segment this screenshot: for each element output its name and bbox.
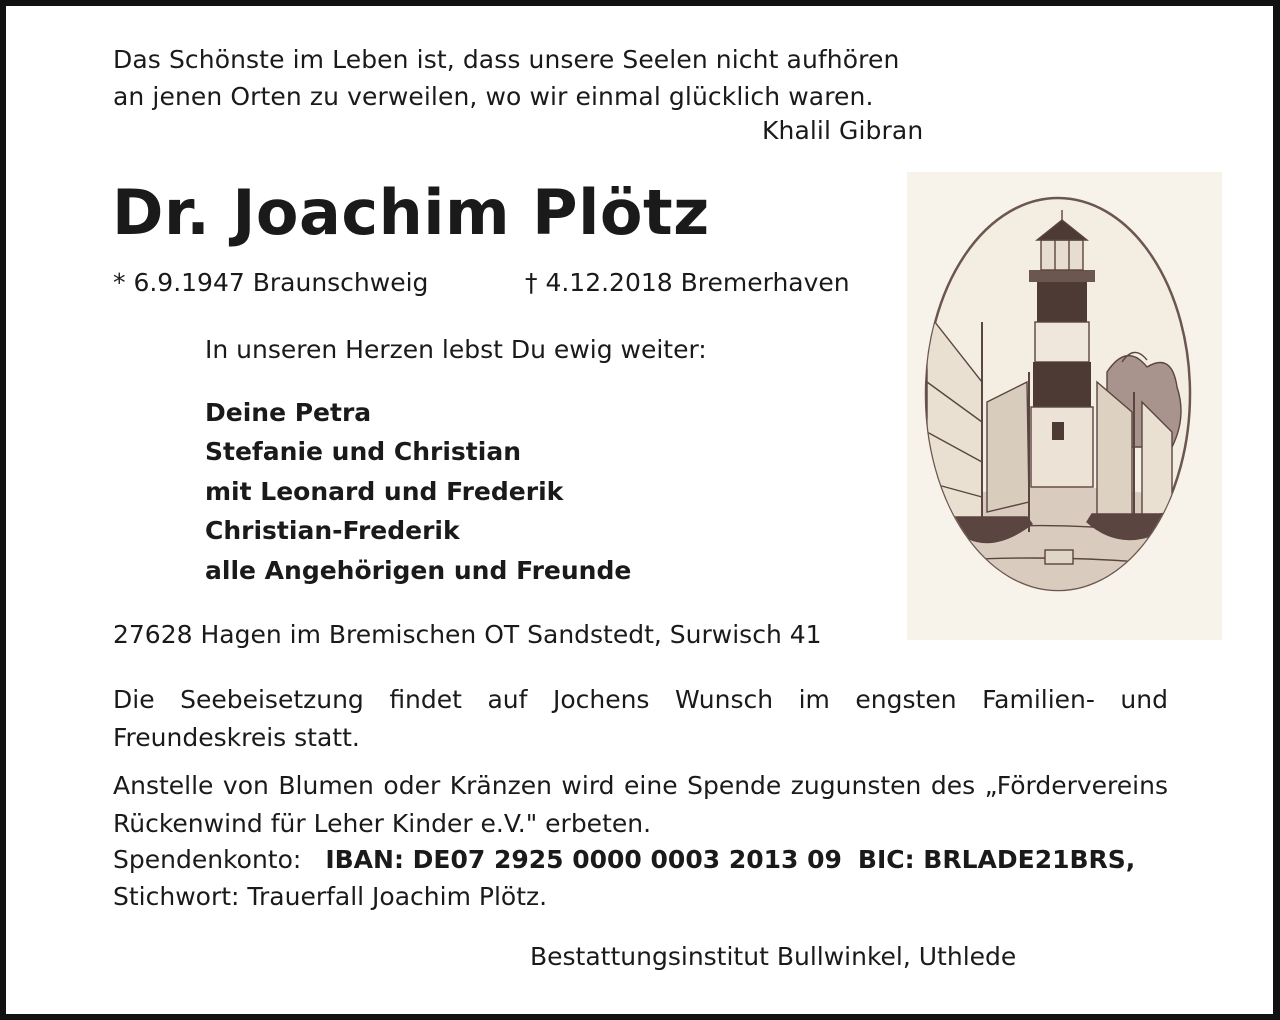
mourner-name: Stefanie und Christian [205, 437, 521, 466]
lighthouse-etching-image [907, 172, 1222, 640]
family-address: 27628 Hagen im Bremischen OT Sandstedt, Surwisch 41 [113, 620, 822, 649]
quote-line-1: Das Schönste im Leben ist, dass unsere Seelen nicht aufhören [113, 45, 900, 74]
quote-author: Khalil Gibran [762, 116, 924, 145]
iban: IBAN: DE07 2925 0000 0003 2013 09 [325, 845, 842, 874]
deceased-name: Dr. Joachim Plötz [112, 176, 710, 249]
mourner-name: Christian-Frederik [205, 516, 460, 545]
mourner-name: mit Leonard und Frederik [205, 477, 564, 506]
donation-keyword: Stichwort: Trauerfall Joachim Plötz. [113, 882, 548, 911]
donation-request: Anstelle von Blumen oder Kränzen wird eine Spende zugunsten des „Fördervereins Rückenwind für Leher Kinder e.V." erbeten. [113, 771, 1168, 838]
mourners-intro: In unseren Herzen lebst Du ewig weiter: [205, 335, 707, 364]
lighthouse-illustration [907, 172, 1222, 640]
mourner-name: alle Angehörigen und Freunde [205, 556, 632, 585]
account-label: Spendenkonto: [113, 845, 302, 874]
birth-date: * 6.9.1947 Braunschweig [113, 268, 429, 297]
mourner-name: Deine Petra [205, 398, 372, 427]
funeral-home: Bestattungsinstitut Bullwinkel, Uthlede [530, 942, 1017, 971]
quote-line-2: an jenen Orten zu verweilen, wo wir einmal glücklich waren. [113, 82, 874, 111]
bic: BIC: BRLADE21BRS, [857, 845, 1136, 874]
burial-notice: Die Seebeisetzung findet auf Jochens Wunsch im engsten Familien- und Freundeskreis statt. [113, 685, 1168, 752]
death-date: † 4.12.2018 Bremerhaven [525, 268, 850, 297]
donation-account [113, 845, 1135, 874]
